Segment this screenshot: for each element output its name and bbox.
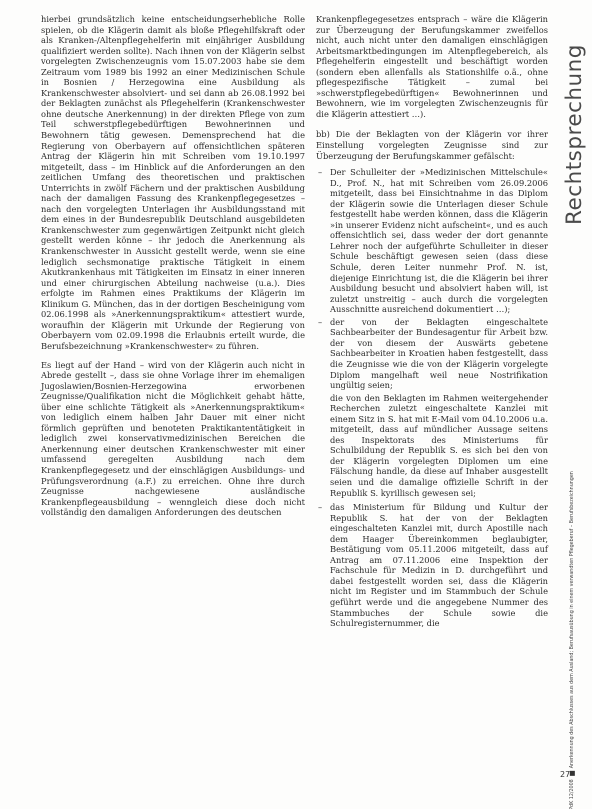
page-number: 27 bbox=[560, 770, 571, 779]
evidence-list bbox=[316, 167, 548, 390]
list-item-continuation: die von den Beklagten im Rahmen weitergehender Recherchen zuletzt eingeschaltete Kanzlei mit einem Sitz in S. hat mit E-Mail vom 04.10.2006 u.a. mitgeteilt, dass auf mündlicher Aussage seitens des Inspektorats des Ministeriums für Schulbildung der Republik S. es sich bei den von der Klägerin vorgelegten Diplomen um eine Fälschung handle, da diese auf Inhaber ausgestellt seien und die damalige offizielle Schrift in der Republik S. kyrillisch gewesen sei; bbox=[330, 392, 548, 498]
right-text-column bbox=[316, 14, 548, 631]
paragraph: hierbei grundsätzlich keine entscheidungserhebliche Rolle spielen, ob die Klägerin damit als bloße Pflegehilfskraft oder als Kranken-/Altenpflegehelferin mit einjähriger Ausbildung qualifiziert werden sollte). Nach ihnen von der Klägerin selbst vorgelegten Zwischenzeugnis vom 15.07.2003 habe sie dem Zeitraum vom 1989 bis 1992 an einer Medizinischen Schule in Bosnien / Herzegowina eine Ausbildung als Krankenschwester absolviert- und sei dann ab 26.08.1992 bei der Beklagten zunächst als Pflegehelferin (Krankenschwester ohne deutsche Anerkennung) in der direkten Pflege von zum Teil schwerstpflegebedürftigen Bewohnerinnen und Bewohnern tätig gewesen. Demensprechend hat die Regierung von Oberbayern auf offensichtlichen späteren Antrag der Klägerin hin mit Schreiben vom 19.10.1997 mitgeteilt, dass – im Hinblick auf die Anforderungen an den zeitlichen Umfang des theoretischen und praktischen Unterrichts in zwölf Fächern und der praktischen Ausbildung nach der damaligen Fassung des Krankenpflegegesetzes – nach den vorgelegten Unterlagen ihr Ausbildungsstand mit dem eines in der Bundesrepublik Deutschland ausgebildeten Krankenschwester zum gegenwärtigen Zeitpunkt nicht gleich gestellt werden könne – ihr jedoch die Anerkennung als Krankenschwester in Aussicht gestellt werde, wenn sie eine lediglich sechsmonatige praktische Tätigkeit in einem Akutkrankenhaus mit Tätigkeiten im Einsatz in einer inneren und einer chirurgischen Abteilung nachweise (u.a.). Dies erfolgte im Rahmen eines Praktikums der Klägerin im Klinikum G. München, das in der dortigen Bescheinigung vom 02.06.1998 als »Anerkennungspraktikum« attestiert wurde, woraufhin der Klägerin mit Urkunde der Regierung von Oberbayern vom 02.09.1998 die Erlaubnis erteilt wurde, die Berufsbezeichnung »Krankenschwester« zu führen. bbox=[41, 14, 305, 351]
paragraph: Krankenpflegegesetzes entsprach – wäre die Klägerin zur Überzeugung der Berufungskammer zweifellos nicht, auch nicht unter den damaligen einschlägigen Arbeitsmarktbedingungen im Altenpflegebereich, als Pflegehelferin eingestellt und beschäftigt worden (sondern eben allenfalls als Stationshilfe o.ä., ohne pflegespezifische Tätigkeit – zumal bei »schwerstpflegebedürftigen« Bewohnerinnen und Bewohnern, wie im vorgelegten Zwischenzeugnis für die Klägerin attestiert …). bbox=[316, 14, 548, 119]
evidence-list bbox=[316, 502, 548, 629]
list-item: – der von der Beklagten eingeschaltete Sachbearbeiter der Bundesagentur für Arbeit bzw. der von diesem der Auswärts gebetene Sachbearbeiter in Kroatien haben festgestellt, dass die Zeugnisse wie die von der Klägerin vorgelegte Diplom mangelhaft weil neue Nostrifikation ungültig seien; bbox=[316, 317, 548, 391]
journal-name: PdK 12/2008 bbox=[569, 778, 575, 809]
paragraph: Es liegt auf der Hand – wird von der Klägerin auch nicht in Abrede gestellt –, dass sie ohne Vorlage ihrer im ehemaligen Jugoslawien/Bosnien-Herzegowina erworbenen Zeugnisse/Qualifikation nicht die Möglichkeit gehabt hätte, über eine schlichte Tätigkeit als »Anerkennungspraktikum« von lediglich einem halben Jahr Dauer mit einer nicht förmlich geprüften und benoteten Praktikantentätigkeit in lediglich zwei konservativmedizinischen Bereichen die Anerkennung einer deutschen Krankenschwester mit einer umfassend geregelten Ausbildung nach dem Krankenpflegegesetz und der einschlägigen Ausbildungs- und Prüfungsverordnung (a.F.) zu erreichen. Ohne ihre durch Zeugnisse nachgewiesene ausländische Krankenpflegeausbildung – wenngleich diese doch nicht vollständig den damaligen Anforderungen des deutschen bbox=[41, 359, 305, 518]
list-item: – Der Schulleiter der »Medizinischen Mittelschule« D., Prof. N., hat mit Schreiben vom 26.09.2006 mitgeteilt, dass bei Einsichtnahme in das Diplom der Klägerin sowie die Unterlagen dieser Schule festgestellt habe werden können, dass die Klägerin »in unserer Evidenz nicht aufscheint«, und es auch offensichtlich sei, dass weder der dort genannte Lehrer noch der aufgeführte Schulleiter in dieser Schule beschäftigt gewesen seien (dass diese Schule, deren Leiter nunmehr Prof. N. ist, diejenige Einrichtung ist, die die Klägerin bei ihrer Ausbildung besucht und absolviert haben will, ist zuletzt unstreitig – auch durch die vorgelegten Ausschnitte ausreichend dokumentiert …); bbox=[316, 167, 548, 315]
square-bullet-icon bbox=[570, 771, 575, 776]
section-title bbox=[561, 10, 587, 258]
journal-footer bbox=[566, 470, 578, 809]
left-text-column bbox=[41, 14, 305, 524]
section-title-text: Rechtsprechung bbox=[561, 43, 587, 225]
list-item: – das Ministerium für Bildung und Kultur der Republik S. hat der von der Beklagten eingeschalteten Kanzlei mit, durch Apostille nach dem Haager Übereinkommen beglaubigter, Bestätigung vom 05.11.2006 mitgeteilt, dass auf Antrag am 07.11.2006 eine Inspektion der Fachschule für Medizin in D. durchgeführt und dabei festgestellt worden sei, dass die Klägerin nicht im Register und im Stammbuch der Schule geführt werde und die angegebene Nummer des Stammbuches der Schule sowie die Schulregisternummer, die bbox=[316, 502, 548, 629]
section-heading: bb) Die der Beklagten von der Klägerin vor ihrer Einstellung vorgelegten Zeugnisse sind zur Überzeugung der Berufungskammer gefälscht: bbox=[316, 129, 548, 161]
article-title: Anerkennung des Abschlusses aus dem Ausland; Berufsausübung in einem verwandten Pflegeberuf – Berufsbezeichnungen bbox=[569, 470, 575, 768]
